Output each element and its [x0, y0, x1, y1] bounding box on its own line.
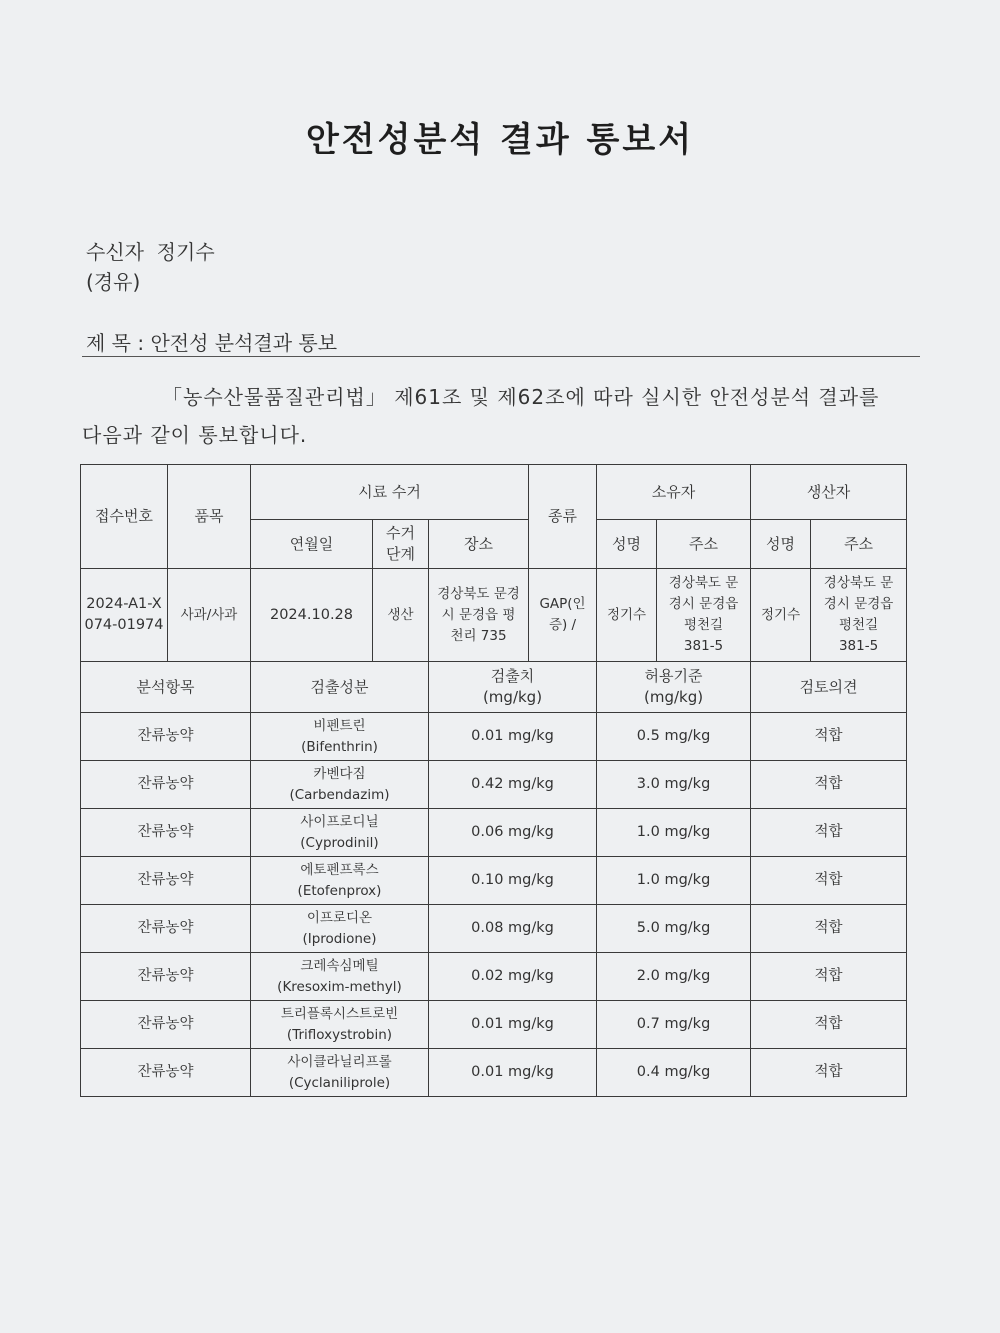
- result-detected: 0.01 mg/kg: [429, 1049, 597, 1097]
- result-opinion: 적합: [751, 809, 907, 857]
- header-limit: 허용기준 (mg/kg): [597, 662, 751, 713]
- result-detected: 0.01 mg/kg: [429, 713, 597, 761]
- result-component: 카벤다짐 (Carbendazim): [251, 761, 429, 809]
- intro-paragraph: [82, 378, 900, 454]
- result-component: 에토펜프록스 (Etofenprox): [251, 857, 429, 905]
- header-receipt-no: 접수번호: [81, 465, 168, 569]
- result-detected: 0.06 mg/kg: [429, 809, 597, 857]
- result-row: [81, 905, 907, 953]
- record-producer-address: 경상북도 문 경시 문경읍 평천길 381-5: [811, 569, 907, 662]
- result-detected: 0.10 mg/kg: [429, 857, 597, 905]
- header-analysis-item: 분석항목: [81, 662, 251, 713]
- result-limit: 0.5 mg/kg: [597, 713, 751, 761]
- result-component: 크레속심메틸 (Kresoxim-methyl): [251, 953, 429, 1001]
- result-row: [81, 953, 907, 1001]
- result-row: [81, 857, 907, 905]
- record-date: 2024.10.28: [251, 569, 373, 662]
- result-component: 트리플록시스트로빈 (Trifloxystrobin): [251, 1001, 429, 1049]
- result-component: 이프로디온 (Iprodione): [251, 905, 429, 953]
- result-opinion: 적합: [751, 761, 907, 809]
- result-analysis-item: 잔류농약: [81, 953, 251, 1001]
- result-analysis-item: 잔류농약: [81, 1049, 251, 1097]
- header-sample-collection: 시료 수거: [251, 465, 529, 520]
- result-limit: 0.7 mg/kg: [597, 1001, 751, 1049]
- result-opinion: 적합: [751, 1049, 907, 1097]
- result-opinion: 적합: [751, 905, 907, 953]
- header-producer-address: 주소: [811, 520, 907, 569]
- result-limit: 1.0 mg/kg: [597, 809, 751, 857]
- result-row: [81, 713, 907, 761]
- record-row: [81, 569, 907, 662]
- record-place: 경상북도 문경 시 문경읍 평 천리 735: [429, 569, 529, 662]
- result-row: [81, 761, 907, 809]
- result-detected: 0.01 mg/kg: [429, 1001, 597, 1049]
- subject-divider: [82, 356, 920, 357]
- header-place: 장소: [429, 520, 529, 569]
- document-title: 안전성분석 결과 통보서: [305, 120, 695, 160]
- record-owner-name: 정기수: [597, 569, 657, 662]
- record-type: GAP(인 증) /: [529, 569, 597, 662]
- record-producer-name: 정기수: [751, 569, 811, 662]
- result-opinion: 적합: [751, 857, 907, 905]
- result-analysis-item: 잔류농약: [81, 1001, 251, 1049]
- header-detected: 검출치 (mg/kg): [429, 662, 597, 713]
- result-row: [81, 809, 907, 857]
- result-detected: 0.42 mg/kg: [429, 761, 597, 809]
- record-item: 사과/사과: [168, 569, 251, 662]
- result-analysis-item: 잔류농약: [81, 809, 251, 857]
- result-limit: 1.0 mg/kg: [597, 857, 751, 905]
- result-row: [81, 1001, 907, 1049]
- result-opinion: 적합: [751, 953, 907, 1001]
- intro-text: 「농수산물품질관리법」 제61조 및 제62조에 따라 실시한 안전성분석 결과를 다음과 같이 통보합니다.: [82, 385, 880, 447]
- result-detected: 0.02 mg/kg: [429, 953, 597, 1001]
- result-analysis-item: 잔류농약: [81, 857, 251, 905]
- recipient-line: 수신자 정기수: [86, 240, 215, 264]
- header-component: 검출성분: [251, 662, 429, 713]
- result-opinion: 적합: [751, 1001, 907, 1049]
- header-row-1: [81, 465, 907, 520]
- header-item: 품목: [168, 465, 251, 569]
- header-producer-name: 성명: [751, 520, 811, 569]
- result-limit: 2.0 mg/kg: [597, 953, 751, 1001]
- subject-line: 제 목 : 안전성 분석결과 통보: [86, 331, 338, 355]
- record-stage: 생산: [373, 569, 429, 662]
- results-table: [80, 464, 907, 1097]
- header-stage: 수거 단계: [373, 520, 429, 569]
- result-component: 비펜트린 (Bifenthrin): [251, 713, 429, 761]
- result-limit: 0.4 mg/kg: [597, 1049, 751, 1097]
- header-producer: 생산자: [751, 465, 907, 520]
- result-analysis-item: 잔류농약: [81, 905, 251, 953]
- result-limit: 3.0 mg/kg: [597, 761, 751, 809]
- header-date: 연월일: [251, 520, 373, 569]
- result-detected: 0.08 mg/kg: [429, 905, 597, 953]
- result-component: 사이프로디닐 (Cyprodinil): [251, 809, 429, 857]
- result-rows: [81, 713, 907, 1097]
- analysis-header-row: [81, 662, 907, 713]
- result-row: [81, 1049, 907, 1097]
- result-limit: 5.0 mg/kg: [597, 905, 751, 953]
- header-opinion: 검토의견: [751, 662, 907, 713]
- header-owner-name: 성명: [597, 520, 657, 569]
- result-component: 사이클라닐리프롤 (Cyclaniliprole): [251, 1049, 429, 1097]
- header-type: 종류: [529, 465, 597, 569]
- header-owner-address: 주소: [657, 520, 751, 569]
- record-receipt-no: 2024-A1-X 074-01974: [81, 569, 168, 662]
- result-analysis-item: 잔류농약: [81, 761, 251, 809]
- record-owner-address: 경상북도 문 경시 문경읍 평천길 381-5: [657, 569, 751, 662]
- result-opinion: 적합: [751, 713, 907, 761]
- header-owner: 소유자: [597, 465, 751, 520]
- result-analysis-item: 잔류농약: [81, 713, 251, 761]
- via-line: (경유): [86, 270, 141, 294]
